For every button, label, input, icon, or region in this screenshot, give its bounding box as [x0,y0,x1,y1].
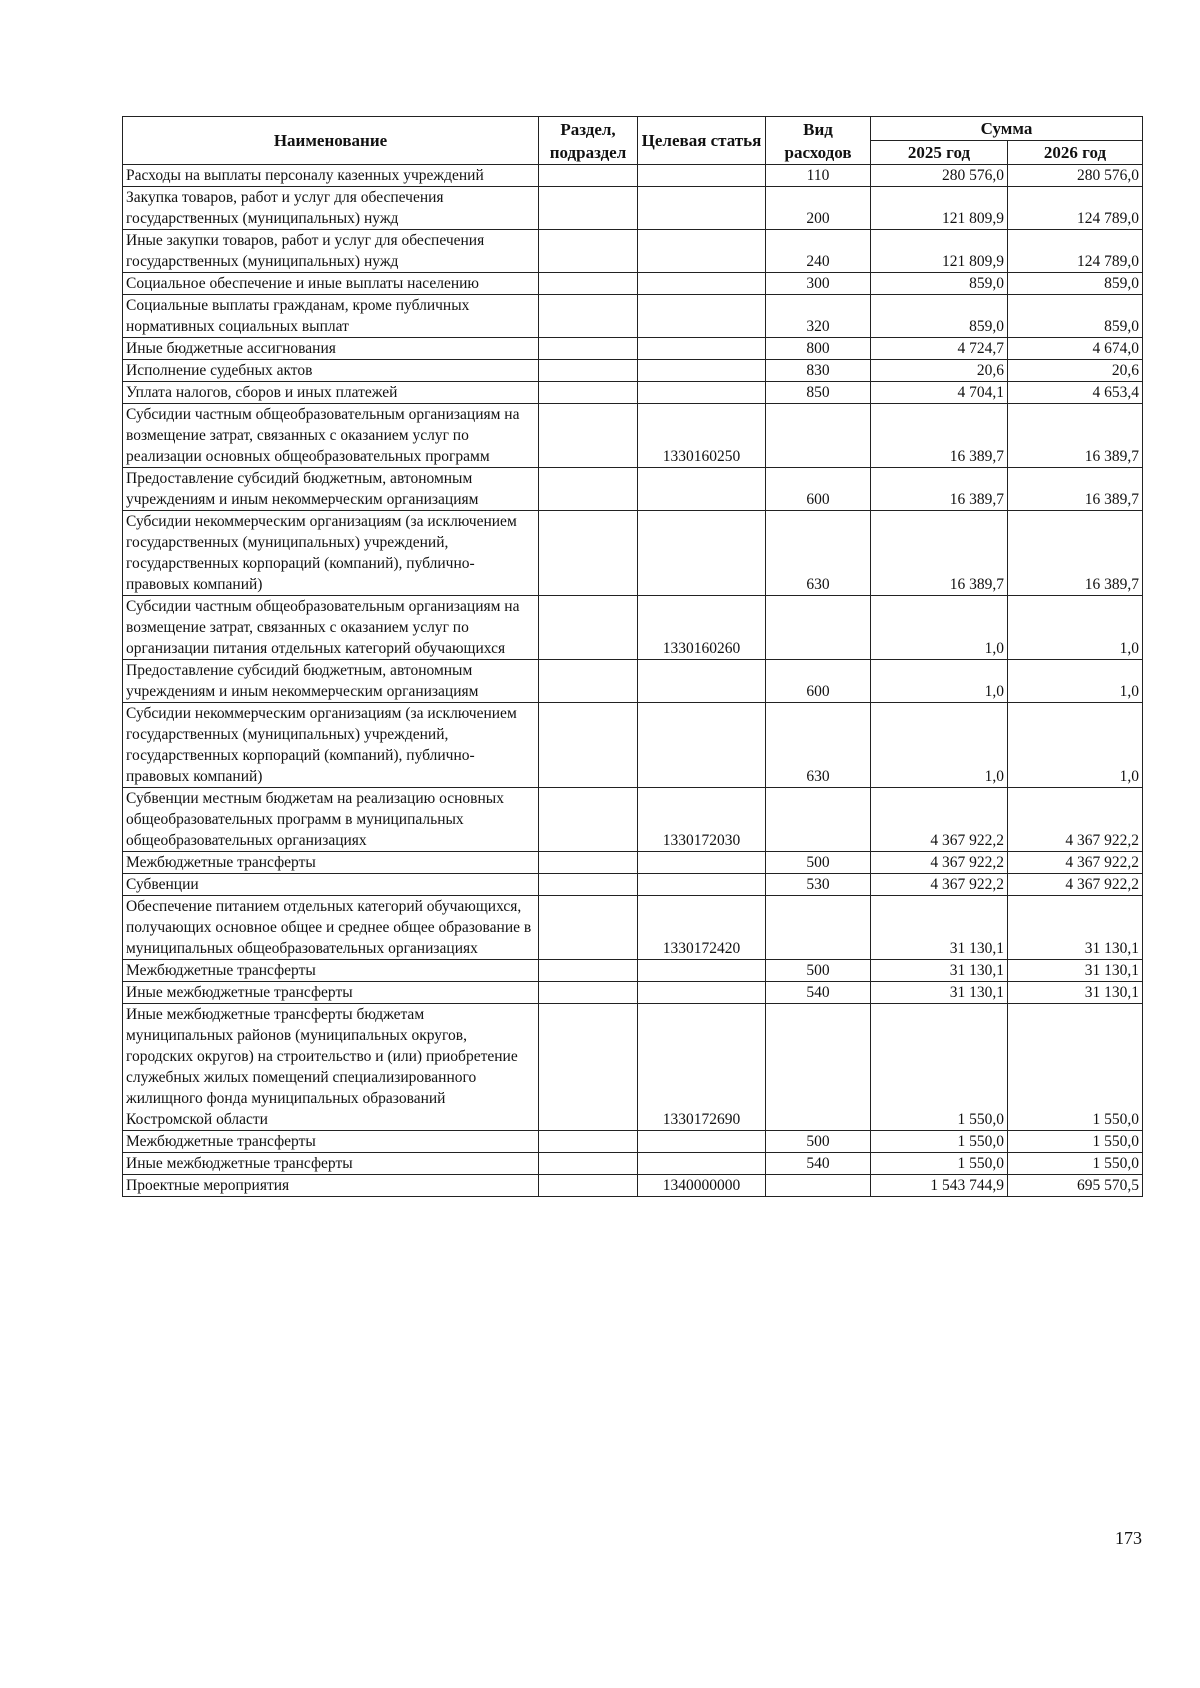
cell-kind: 300 [766,273,871,295]
table-row [123,187,1143,230]
cell-target: 1330172690 [638,1004,766,1131]
cell-section [539,295,638,338]
cell-section [539,404,638,468]
cell-target [638,874,766,896]
cell-kind [766,1004,871,1131]
cell-section [539,1004,638,1131]
cell-kind [766,788,871,852]
cell-2026: 124 789,0 [1008,230,1143,273]
cell-target [638,1153,766,1175]
cell-2026: 16 389,7 [1008,468,1143,511]
cell-2025: 1,0 [871,703,1008,788]
table-body [123,165,1143,1197]
cell-name: Субсидии частным общеобразовательным организациям на возмещение затрат, связанных с оказанием услуг по реализации основных общеобразовательных программ [123,404,539,468]
cell-name: Субсидии некоммерческим организациям (за исключением государственных (муниципальных) учреждений, государственных корпораций (компаний), публично-правовых компаний) [123,511,539,596]
table-row [123,338,1143,360]
cell-2025: 4 724,7 [871,338,1008,360]
cell-2026: 1,0 [1008,660,1143,703]
cell-name: Предоставление субсидий бюджетным, автономным учреждениям и иным некоммерческим организациям [123,660,539,703]
cell-target [638,660,766,703]
cell-kind [766,596,871,660]
cell-section [539,896,638,960]
cell-section [539,1175,638,1197]
table-row [123,1153,1143,1175]
cell-name: Субсидии частным общеобразовательным организациям на возмещение затрат, связанных с оказанием услуг по организации питания отдельных категорий обучающихся [123,596,539,660]
cell-2025: 1,0 [871,596,1008,660]
cell-2025: 1,0 [871,660,1008,703]
cell-target: 1330172420 [638,896,766,960]
cell-section [539,788,638,852]
cell-target: 1340000000 [638,1175,766,1197]
cell-2025: 1 550,0 [871,1004,1008,1131]
cell-kind: 240 [766,230,871,273]
cell-section [539,382,638,404]
cell-2026: 4 653,4 [1008,382,1143,404]
table-row [123,1004,1143,1131]
cell-name: Закупка товаров, работ и услуг для обеспечения государственных (муниципальных) нужд [123,187,539,230]
cell-2026: 20,6 [1008,360,1143,382]
cell-2025: 1 550,0 [871,1131,1008,1153]
cell-target [638,511,766,596]
cell-target [638,360,766,382]
cell-kind: 540 [766,1153,871,1175]
cell-section [539,1131,638,1153]
cell-name: Социальные выплаты гражданам, кроме публичных нормативных социальных выплат [123,295,539,338]
cell-kind: 500 [766,852,871,874]
cell-2025: 4 704,1 [871,382,1008,404]
cell-kind: 530 [766,874,871,896]
cell-section [539,360,638,382]
cell-2026: 4 367 922,2 [1008,874,1143,896]
cell-2025: 31 130,1 [871,960,1008,982]
cell-kind [766,896,871,960]
cell-section [539,187,638,230]
table-row [123,165,1143,187]
cell-2026: 859,0 [1008,273,1143,295]
cell-name: Расходы на выплаты персоналу казенных учреждений [123,165,539,187]
cell-name: Исполнение судебных актов [123,360,539,382]
table-row [123,230,1143,273]
table-row [123,404,1143,468]
cell-2026: 16 389,7 [1008,511,1143,596]
table-row [123,788,1143,852]
cell-kind: 320 [766,295,871,338]
cell-2026: 859,0 [1008,295,1143,338]
cell-section [539,165,638,187]
cell-kind: 830 [766,360,871,382]
table-row [123,1131,1143,1153]
cell-2025: 20,6 [871,360,1008,382]
cell-2025: 1 543 744,9 [871,1175,1008,1197]
cell-2026: 1 550,0 [1008,1153,1143,1175]
cell-2025: 16 389,7 [871,404,1008,468]
cell-target [638,468,766,511]
cell-2025: 121 809,9 [871,187,1008,230]
cell-2026: 4 367 922,2 [1008,788,1143,852]
cell-2026: 1 550,0 [1008,1131,1143,1153]
cell-target [638,165,766,187]
cell-name: Иные бюджетные ассигнования [123,338,539,360]
cell-2026: 280 576,0 [1008,165,1143,187]
cell-kind: 630 [766,511,871,596]
cell-2026: 4 674,0 [1008,338,1143,360]
table-row [123,596,1143,660]
table-row [123,468,1143,511]
cell-kind: 110 [766,165,871,187]
cell-target [638,382,766,404]
cell-kind: 850 [766,382,871,404]
cell-name: Обеспечение питанием отдельных категорий обучающихся, получающих основное общее и среднее общее образование в муниципальных общеобразовательных организациях [123,896,539,960]
cell-2026: 31 130,1 [1008,896,1143,960]
cell-name: Межбюджетные трансферты [123,960,539,982]
cell-section [539,982,638,1004]
cell-section [539,273,638,295]
cell-2025: 16 389,7 [871,468,1008,511]
header-target: Целевая статья [638,117,766,165]
cell-2026: 695 570,5 [1008,1175,1143,1197]
cell-section [539,703,638,788]
cell-kind: 500 [766,1131,871,1153]
table-row [123,382,1143,404]
table-row [123,874,1143,896]
cell-target [638,852,766,874]
cell-2026: 1,0 [1008,596,1143,660]
table-row [123,896,1143,960]
table-row [123,960,1143,982]
cell-name: Проектные мероприятия [123,1175,539,1197]
cell-2025: 31 130,1 [871,982,1008,1004]
cell-name: Иные межбюджетные трансферты [123,1153,539,1175]
cell-section [539,468,638,511]
cell-2025: 1 550,0 [871,1153,1008,1175]
header-section: Раздел, подраздел [539,117,638,165]
cell-2025: 16 389,7 [871,511,1008,596]
table-header [123,117,1143,165]
cell-section [539,660,638,703]
table-row [123,660,1143,703]
cell-target [638,273,766,295]
cell-2025: 121 809,9 [871,230,1008,273]
header-row-1 [123,117,1143,141]
cell-target [638,1131,766,1153]
table-row [123,295,1143,338]
cell-section [539,338,638,360]
cell-2026: 1 550,0 [1008,1004,1143,1131]
header-sum: Сумма [871,117,1143,141]
cell-section [539,230,638,273]
table-row [123,273,1143,295]
cell-name: Иные межбюджетные трансферты бюджетам муниципальных районов (муниципальных округов, городских округов) на строительство и (или) приобретение служебных жилых помещений специализированного жилищного фонда муниципальных образований Костромской области [123,1004,539,1131]
cell-target [638,338,766,360]
page-number: 173 [1115,1528,1142,1548]
cell-target: 1330160250 [638,404,766,468]
cell-name: Субвенции местным бюджетам на реализацию основных общеобразовательных программ в муниципальных общеобразовательных организациях [123,788,539,852]
cell-name: Субвенции [123,874,539,896]
cell-kind: 500 [766,960,871,982]
cell-2025: 859,0 [871,273,1008,295]
cell-target: 1330172030 [638,788,766,852]
header-kind: Вид расходов [766,117,871,165]
table-row [123,1175,1143,1197]
cell-name: Межбюджетные трансферты [123,1131,539,1153]
cell-kind: 540 [766,982,871,1004]
table-row [123,982,1143,1004]
header-2026: 2026 год [1008,141,1143,165]
cell-kind [766,1175,871,1197]
cell-target [638,295,766,338]
cell-2026: 124 789,0 [1008,187,1143,230]
budget-table [122,116,1143,1197]
table-row [123,511,1143,596]
cell-kind: 600 [766,660,871,703]
cell-target [638,982,766,1004]
cell-2025: 4 367 922,2 [871,874,1008,896]
cell-target [638,187,766,230]
cell-kind: 630 [766,703,871,788]
cell-section [539,1153,638,1175]
cell-2025: 859,0 [871,295,1008,338]
header-2025: 2025 год [871,141,1008,165]
cell-section [539,852,638,874]
cell-name: Иные межбюджетные трансферты [123,982,539,1004]
cell-section [539,874,638,896]
cell-2025: 280 576,0 [871,165,1008,187]
cell-2026: 31 130,1 [1008,982,1143,1004]
cell-2026: 4 367 922,2 [1008,852,1143,874]
cell-kind: 800 [766,338,871,360]
cell-2025: 31 130,1 [871,896,1008,960]
cell-name: Межбюджетные трансферты [123,852,539,874]
cell-name: Субсидии некоммерческим организациям (за исключением государственных (муниципальных) учреждений, государственных корпораций (компаний), публично-правовых компаний) [123,703,539,788]
cell-2026: 1,0 [1008,703,1143,788]
cell-2026: 16 389,7 [1008,404,1143,468]
cell-section [539,596,638,660]
cell-name: Предоставление субсидий бюджетным, автономным учреждениям и иным некоммерческим организациям [123,468,539,511]
cell-kind [766,404,871,468]
table-row [123,703,1143,788]
cell-name: Социальное обеспечение и иные выплаты населению [123,273,539,295]
table-row [123,852,1143,874]
cell-name: Иные закупки товаров, работ и услуг для обеспечения государственных (муниципальных) нужд [123,230,539,273]
cell-name: Уплата налогов, сборов и иных платежей [123,382,539,404]
header-name: Наименование [123,117,539,165]
cell-target [638,960,766,982]
cell-2026: 31 130,1 [1008,960,1143,982]
cell-section [539,511,638,596]
cell-kind: 200 [766,187,871,230]
table-row [123,360,1143,382]
cell-target: 1330160260 [638,596,766,660]
cell-target [638,230,766,273]
cell-target [638,703,766,788]
cell-2025: 4 367 922,2 [871,788,1008,852]
cell-section [539,960,638,982]
cell-kind: 600 [766,468,871,511]
cell-2025: 4 367 922,2 [871,852,1008,874]
